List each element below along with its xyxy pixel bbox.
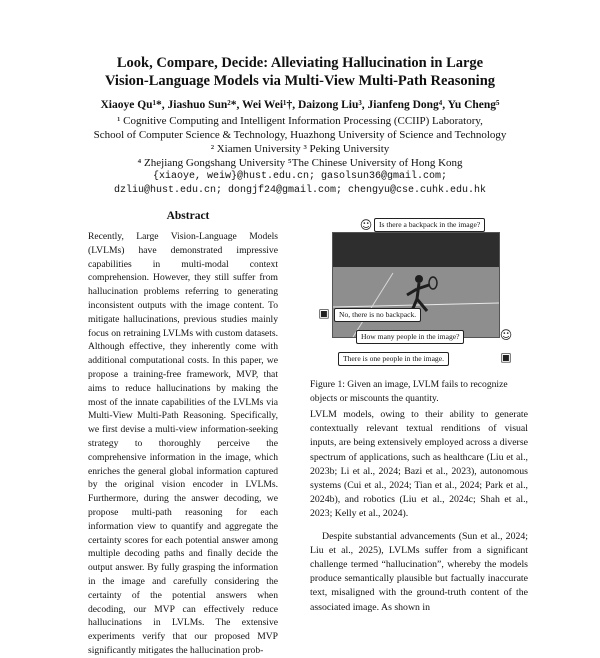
user-icon: ☺ xyxy=(359,218,373,232)
affiliation-line: ¹ Cognitive Computing and Intelligent Information Processing (CCIIP) Laboratory, xyxy=(117,115,483,127)
figure-caption: Figure 1: Given an image, LVLM fails to recognize objects or miscounts the quantity. xyxy=(310,379,508,404)
title-line-1: Look, Compare, Decide: Alleviating Hallucination in Large xyxy=(116,55,484,71)
robot-icon: ▣ xyxy=(500,350,512,364)
robot-icon: ▣ xyxy=(318,306,330,320)
author-list: Xiaoye Qu¹*, Jiashuo Sun²*, Wei Wei¹†, Daizong Liu³, Jianfeng Dong⁴, Yu Cheng⁵ xyxy=(100,99,500,111)
answer-1-bubble: No, there is no backpack. xyxy=(334,308,421,322)
title-line-2: Vision-Language Models via Multi-View Multi-Path Reasoning xyxy=(104,73,496,89)
question-1-bubble: Is there a backpack in the image? xyxy=(374,218,485,232)
affiliation-line: ⁴ Zhejiang Gongshang University ⁵The Chinese University of Hong Kong xyxy=(137,157,463,169)
paper-title xyxy=(40,54,560,90)
intro-paragraph-2: Despite substantial advancements (Sun et al., 2024; Liu et al., 2025), LVLMs suffer from a significant challenge termed “hallucination”, whereby the models produce semantically plausible but factually inaccurate text, misaligned with the ground-truth content of the associated image. As shown in xyxy=(310,530,528,613)
abstract-body xyxy=(88,230,278,658)
answer-2-bubble: There is one people in the image. xyxy=(338,352,449,366)
email-line: dzliu@hust.edu.cn; dongjf24@gmail.com; chengyu@cse.cuhk.edu.hk xyxy=(113,185,487,196)
abstract-text: Recently, Large Vision-Language Models (LVLMs) have demonstrated impressive capabilities in multi-modal context comprehension. However, they still suffer from hallucination problems referring to generating inconsistent outputs with the image content. To mitigate hallucinations, previous studies mainly focus on retraining LVLMs with custom datasets. Although effective, they inherently come with additional computational costs. In this paper, we propose a training-free framework, MVP, that aims to reduce hallucinations by making the most of the innate capabilities of the LVLMs via Multi-View Multi-Path Reasoning. Specifically, we first devise a multi-view information-seeking strategy to thoroughly perceive the comprehensive information in the image, which enriches the general global information captured by the original vision encoder in LVLMs. Furthermore, during the answer decoding, we propose multi-path reasoning for each information view to quantify and aggregate the certainty scores for each potential answer among multiple decoding paths and finally decide the output answer. By fully grasping the information in the image and carefully considering the certainty of the potential answers when decoding, our MVP can effectively reduce hallucinations in LVLMs. The extensive experiments verify that our proposed MVP significantly mitigates the hallucination prob- xyxy=(88,231,278,656)
abstract-heading: Abstract xyxy=(166,210,210,222)
intro-text xyxy=(310,408,528,623)
affiliation-line: ² Xiamen University ³ Peking University xyxy=(210,143,390,155)
intro-paragraph-1: LVLM models, owing to their ability to generate contextually relevant textual renditions of visual inputs, are being extensively employed across a diverse spectrum of applications, such as healthcare (Liu et al., 2023b; Li et al., 2024; Bazi et al., 2023), autonomous systems (Cui et al., 2024; Tian et al., 2024; Park et al., 2024b), and robotics (Liu et al., 2024c; Shah et al., 2023; Kelly et al., 2024). xyxy=(310,409,528,520)
figure-1 xyxy=(310,218,520,370)
tennis-court-photo xyxy=(332,232,500,338)
question-2-bubble: How many people in the image? xyxy=(356,330,464,344)
affiliation-line: School of Computer Science & Technology, Huazhong University of Science and Technology xyxy=(93,129,507,141)
user-icon: ☺ xyxy=(499,328,513,342)
email-line: {xiaoye, weiw}@hust.edu.cn; gasolsun36@gmail.com; xyxy=(152,171,448,182)
